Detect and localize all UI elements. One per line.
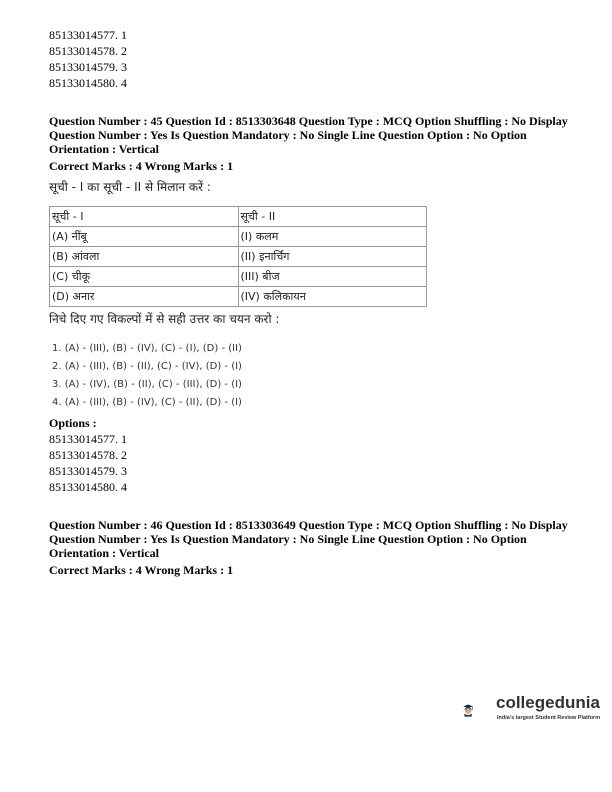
q45-instruction: निचे दिए गए विकल्पों में से सही उत्तर का चयन करो : bbox=[49, 312, 280, 326]
q46-header-line2: Question Number : Yes Is Question Mandatory : No Single Line Question Option : No Option bbox=[49, 532, 527, 546]
answer-choice-4: 4. (A) - (III), (B) - (IV), (C) - (II), (D) - (I) bbox=[52, 397, 242, 408]
prev-option-1: 85133014577. 1 bbox=[49, 28, 127, 42]
q46-header-line3: Orientation : Vertical bbox=[49, 546, 159, 560]
table-cell: (D) अनार bbox=[50, 287, 239, 307]
q45-header-line2: Question Number : Yes Is Question Mandatory : No Single Line Question Option : No Option bbox=[49, 128, 527, 142]
option-id-2: 85133014578. 2 bbox=[49, 448, 127, 462]
table-row bbox=[50, 267, 427, 287]
table-cell: (C) चीकू bbox=[50, 267, 239, 287]
table-row bbox=[50, 247, 427, 267]
option-id-1: 85133014577. 1 bbox=[49, 432, 127, 446]
q45-header-line1: Question Number : 45 Question Id : 8513303648 Question Type : MCQ Option Shuffling : No Display bbox=[49, 114, 568, 128]
table-row bbox=[50, 227, 427, 247]
option-id-3: 85133014579. 3 bbox=[49, 464, 127, 478]
table-cell: (IV) कलिकायन bbox=[238, 287, 427, 307]
options-label: Options : bbox=[49, 416, 97, 430]
answer-choice-3: 3. (A) - (IV), (B) - (II), (C) - (III), (D) - (I) bbox=[52, 379, 242, 390]
q46-marks: Correct Marks : 4 Wrong Marks : 1 bbox=[49, 563, 234, 577]
table-cell: सूची - II bbox=[238, 207, 427, 227]
answer-choice-1: 1. (A) - (III), (B) - (IV), (C) - (I), (D) - (II) bbox=[52, 343, 242, 354]
table-cell: (III) बीज bbox=[238, 267, 427, 287]
table-cell: (B) आंवला bbox=[50, 247, 239, 267]
table-row bbox=[50, 287, 427, 307]
q45-header-line3: Orientation : Vertical bbox=[49, 142, 159, 156]
answer-choice-2: 2. (A) - (III), (B) - (II), (C) - (IV), (D) - (I) bbox=[52, 361, 242, 372]
q45-question: सूची - I का सूची - II से मिलान करें : bbox=[49, 180, 211, 194]
prev-option-3: 85133014579. 3 bbox=[49, 60, 127, 74]
q46-header-line1: Question Number : 46 Question Id : 8513303649 Question Type : MCQ Option Shuffling : No Display bbox=[49, 518, 568, 532]
prev-option-4: 85133014580. 4 bbox=[49, 76, 127, 90]
logo-tagline: India's largest Student Review Platform bbox=[497, 715, 601, 721]
match-table bbox=[49, 206, 427, 307]
prev-option-2: 85133014578. 2 bbox=[49, 44, 127, 58]
table-cell: सूची - I bbox=[50, 207, 239, 227]
q45-marks: Correct Marks : 4 Wrong Marks : 1 bbox=[49, 159, 234, 173]
option-id-4: 85133014580. 4 bbox=[49, 480, 127, 494]
table-row bbox=[50, 207, 427, 227]
table-cell: (A) नींबू bbox=[50, 227, 239, 247]
logo-name: collegedunia bbox=[496, 693, 600, 712]
table-cell: (II) इनार्चिंग bbox=[238, 247, 427, 267]
table-cell: (I) कलम bbox=[238, 227, 427, 247]
